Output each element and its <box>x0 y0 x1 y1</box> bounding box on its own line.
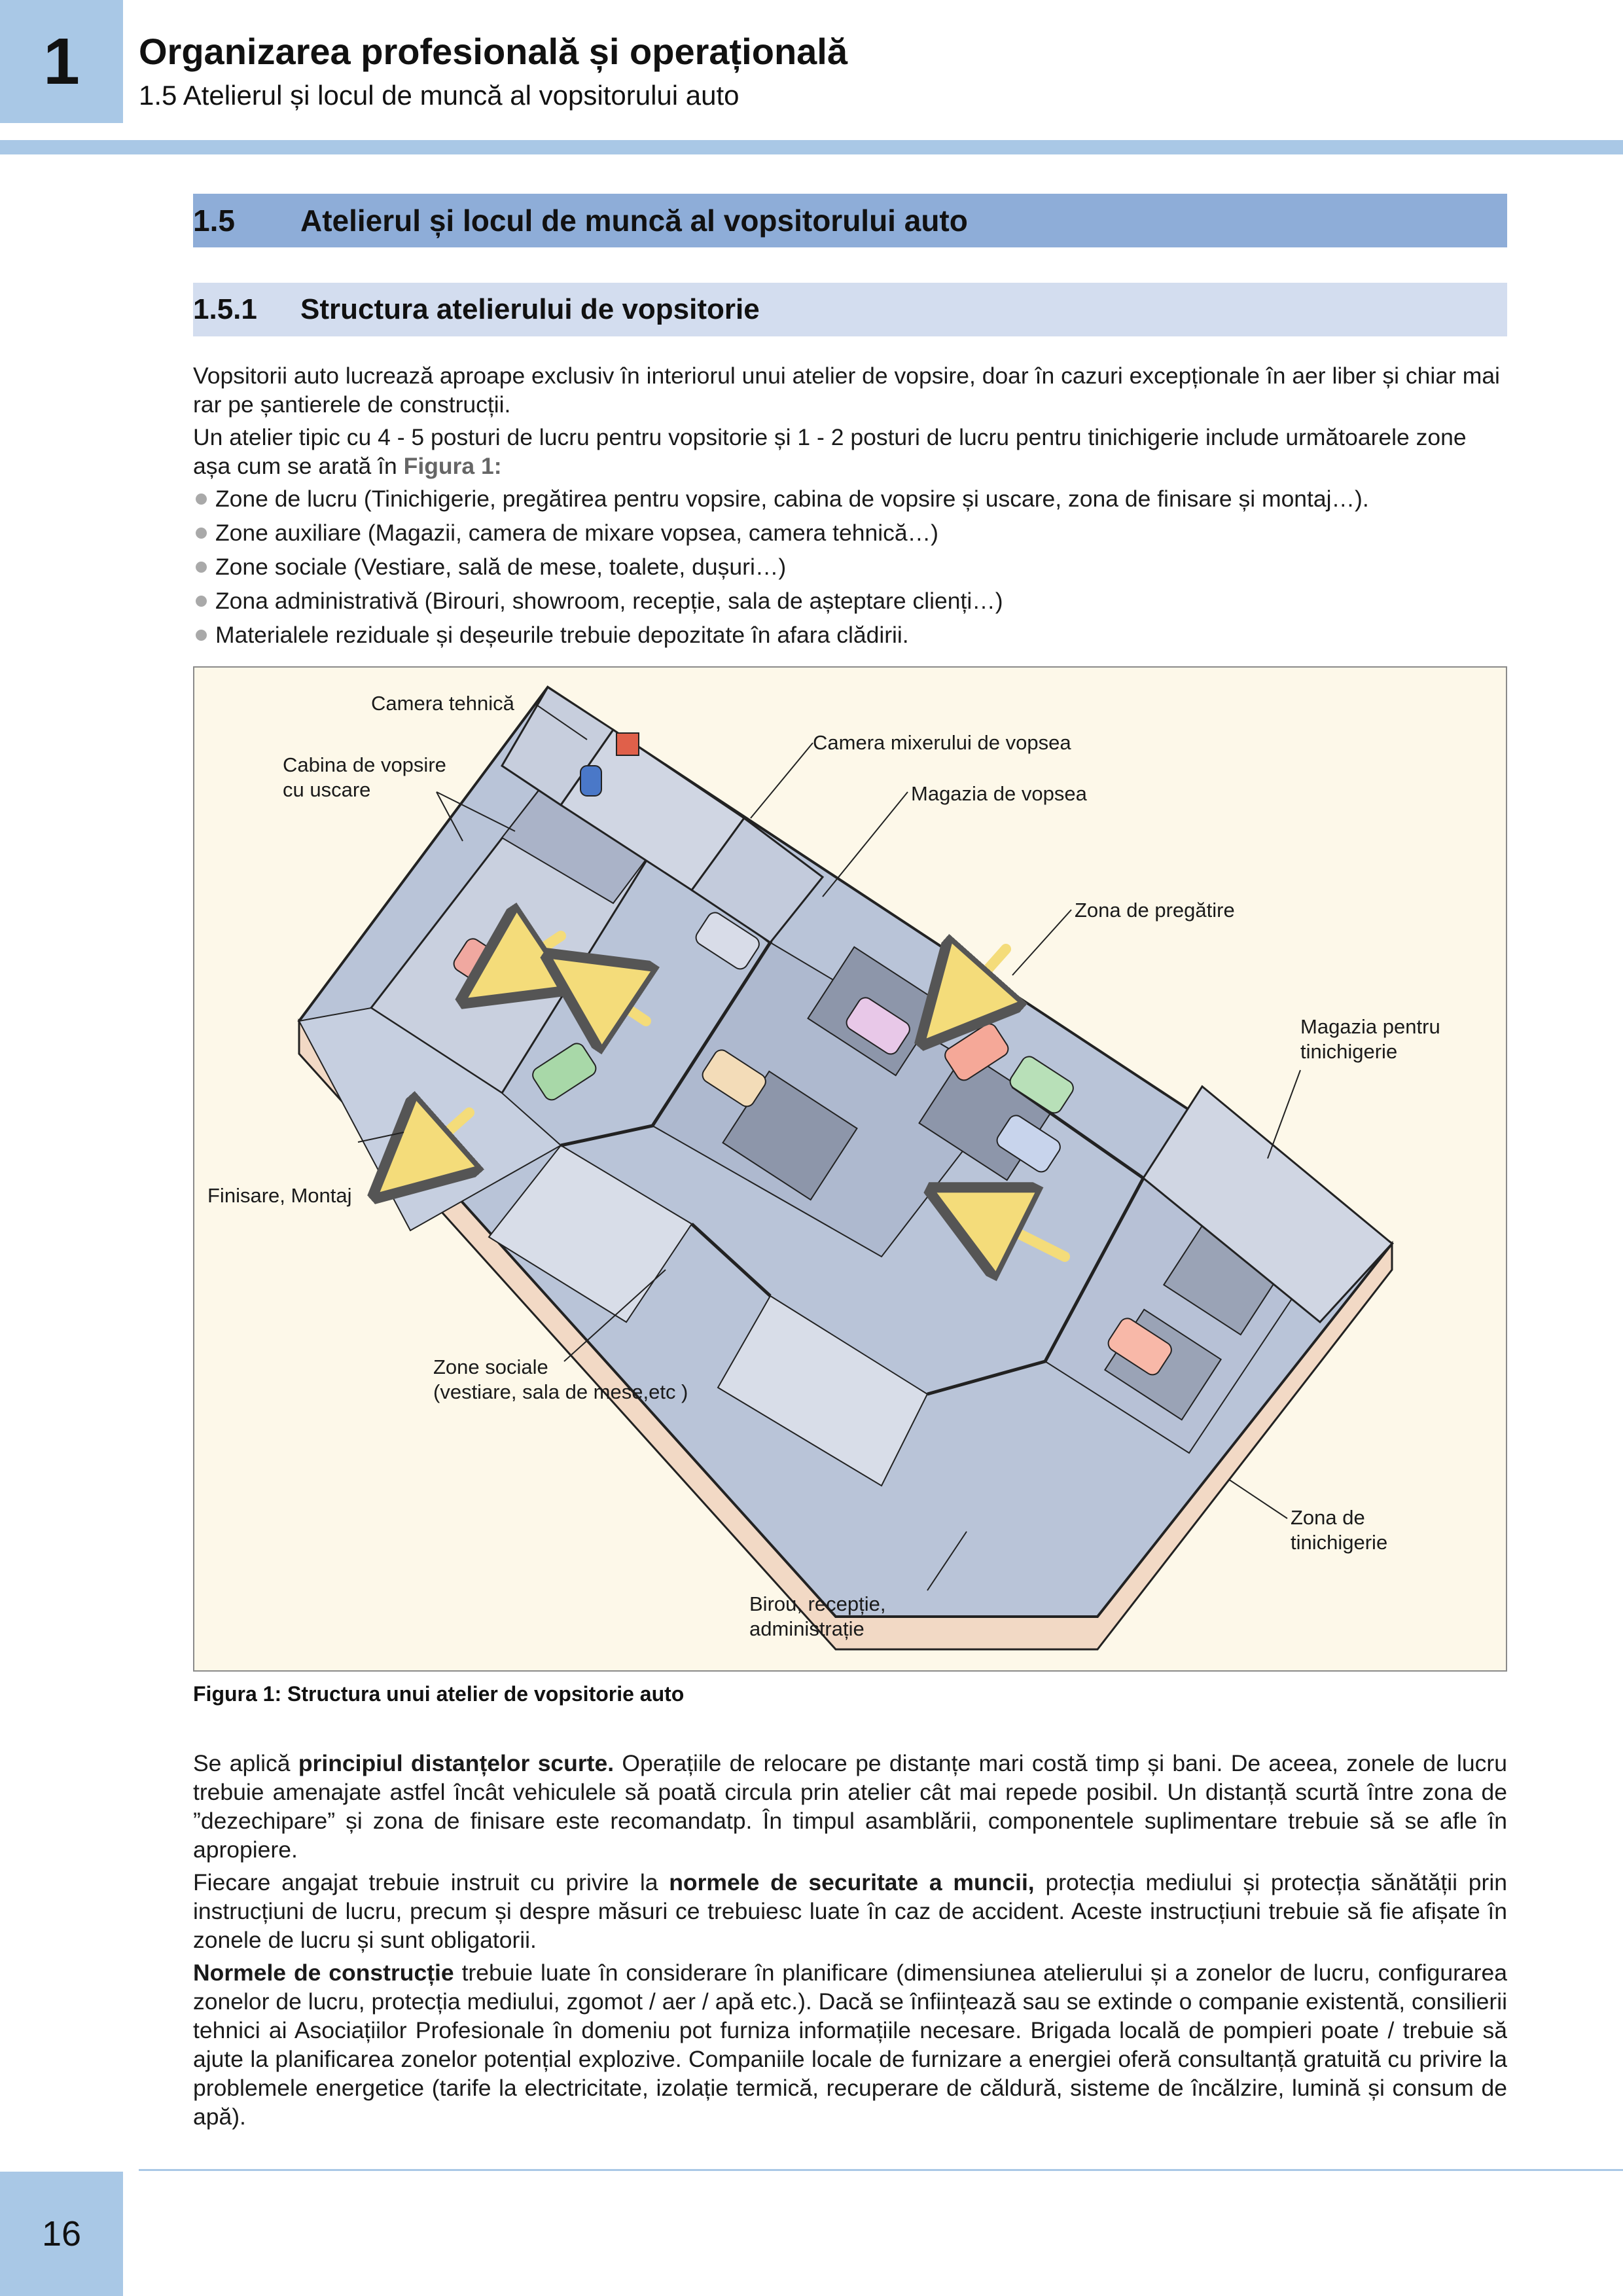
p5-bold: Normele de construcție <box>193 1960 454 1986</box>
p4-text-c: protecția mediului și protecția sănătății prin instrucțiuni de lucru, precum și despre măsuri ce trebuiesc luate în caz de accident. Aceste instrucțiuni trebuie să fie afișate în zonele de lucru și sunt obligatorii. <box>193 1869 1507 1953</box>
intro-paragraph-1: Vopsitorii auto lucrează aproape exclusiv în interiorul unui atelier de vopsire, doar în cazuri excepționale în aer liber și chiar mai rar pe șantierele de construcții. <box>193 363 1500 418</box>
label-bodyshop-zone-line2: tinichigerie <box>1291 1531 1388 1554</box>
p4-bold: normele de securitate a muncii, <box>669 1869 1035 1895</box>
p5-text-b: trebuie luate în considerare în planificare (dimensiunea atelierului și a zonelor de lucru, configurarea zonelor de lucru, protecția mediului, zgomot / aer / apă etc.). Dacă se înființează sau se extinde o companie existentă, consilierii tehnici ai Asociațiilor Profesionale în domeniu pot furniza informațiile necesare. Brigada locală de pompieri poate / trebuie să ajute la planificarea zonelor potențial explozive. Companiile locale de furnizare a energiei oferă consultanță gratuită cu privire la problemele energetice (tarife la electricitate, izolație termică, recuperare de căldură, sisteme de încălzire, lumină și consum de apă). <box>193 1960 1507 2130</box>
label-bodyshop-storage-line1: Magazia pentru <box>1300 1015 1440 1038</box>
page-number: 16 <box>41 2214 82 2253</box>
list-item: Zone sociale (Vestiare, sală de mese, toalete, dușuri…) <box>193 552 1507 581</box>
footer-rule <box>139 2169 1623 2171</box>
label-social-zones-line2: (vestiare, sala de mese,etc ) <box>433 1380 688 1403</box>
page-number-box <box>0 2172 123 2296</box>
label-office-line2: administrație <box>749 1617 865 1640</box>
intro-p2-text: Un atelier tipic cu 4 - 5 posturi de lucru pentru vopsitorie și 1 - 2 posturi de lucru pentru tinichigerie include următoarele zone așa cum se arată în <box>193 424 1467 479</box>
paragraph-construction <box>193 1958 1507 2131</box>
p3-text-c: Operațiile de relocare pe distanțe mari costă timp și bani. De aceea, zonele de lucru trebuie amenajate astfel încât vehiculele să poată circula prin atelier cât mai repede posibil. Un distanță scurtă între zona de ”dezechipare” și zona de finisare este recomandatp. În timpul asamblării, componentele suplimentare trebuie să se afle în apropiere. <box>193 1750 1507 1863</box>
equipment-box <box>616 733 639 755</box>
figure-caption: Figura 1: Structura unui atelier de vopsitorie auto <box>193 1682 685 1706</box>
figure-reference: Figura 1: <box>403 453 502 479</box>
header-title: Organizarea profesională și operațională <box>139 31 848 72</box>
label-finishing: Finisare, Montaj <box>207 1184 352 1207</box>
label-office-line1: Birou, recepție, <box>749 1592 886 1615</box>
list-item: Zone de lucru (Tinichigerie, pregătirea pentru vopsire, cabina de vopsire și uscare, zona de finisare și montaj…). <box>193 484 1507 513</box>
label-bodyshop-zone-line1: Zona de <box>1291 1506 1365 1529</box>
label-preparation-zone: Zona de pregătire <box>1075 899 1235 922</box>
label-technical-room: Camera tehnică <box>371 692 514 715</box>
label-bodyshop-storage-line2: tinichigerie <box>1300 1040 1398 1063</box>
workshop-figure <box>193 666 1507 1672</box>
header-subtitle: 1.5 Atelierul și locul de muncă al vopsitorului auto <box>139 80 740 111</box>
list-item: Zona administrativă (Birouri, showroom, recepție, sala de așteptare clienți…) <box>193 586 1507 615</box>
label-bodyshop-zone <box>1291 1505 1387 1555</box>
subsection-number: 1.5.1 <box>193 293 257 325</box>
section-heading <box>193 194 1507 247</box>
paragraph-short-distances <box>193 1749 1507 1864</box>
chapter-number: 1 <box>43 24 80 98</box>
subsection-title: Structura atelierului de vopsitorie <box>300 293 760 325</box>
label-social-zones-line1: Zone sociale <box>433 1355 548 1378</box>
p4-text-a: Fiecare angajat trebuie instruit cu privire la <box>193 1869 669 1895</box>
paragraph-safety <box>193 1868 1507 1954</box>
label-spray-booth <box>283 753 446 802</box>
section-title: Atelierul și locul de muncă al vopsitorului auto <box>300 204 968 238</box>
label-paint-mixing-room: Camera mixerului de vopsea <box>813 731 1071 754</box>
p3-text-a: Se aplică <box>193 1750 298 1776</box>
intro-paragraph-2 <box>193 423 1507 480</box>
chapter-number-box <box>0 0 123 123</box>
label-spray-booth-line1: Cabina de vopsire <box>283 753 446 776</box>
label-spray-booth-line2: cu uscare <box>283 778 371 801</box>
subsection-heading <box>193 283 1507 336</box>
section-number: 1.5 <box>193 204 235 238</box>
intro-block <box>193 361 1507 655</box>
label-bodyshop-storage <box>1300 1014 1440 1064</box>
equipment-tank <box>580 766 601 796</box>
main-text-block <box>193 1749 1507 2135</box>
label-paint-storage: Magazia de vopsea <box>911 782 1087 805</box>
list-item: Zone auxiliare (Magazii, camera de mixare vopsea, camera tehnică…) <box>193 518 1507 547</box>
label-social-zones <box>433 1355 688 1405</box>
p3-bold: principiul distanțelor scurte. <box>298 1750 615 1776</box>
label-office <box>749 1592 886 1641</box>
list-item: Materialele reziduale și deșeurile trebuie depozitate în afara clădirii. <box>193 620 1507 649</box>
header-band <box>0 140 1623 154</box>
zone-list <box>193 484 1507 649</box>
